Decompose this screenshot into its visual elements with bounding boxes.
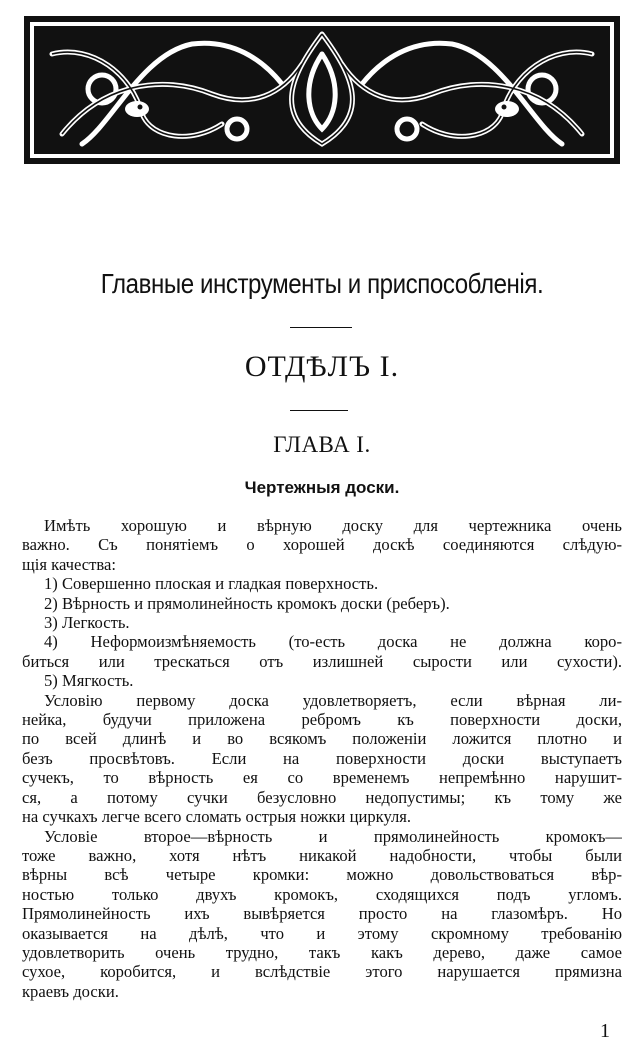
text-line: биться или трескаться отъ излишней сырости или сухости). — [22, 651, 622, 671]
text-line: 5) Мягкость. — [44, 671, 134, 691]
text-line: краевъ доски. — [22, 981, 119, 1001]
text-line: вѣрны всѣ четыре кромки: можно довольствоваться вѣр- — [22, 865, 622, 885]
text-line: ся, а потому сучки безусловно недопустимы; къ тому же — [22, 787, 622, 807]
text-line: 3) Легкость. — [44, 613, 130, 633]
divider-rule — [290, 410, 348, 411]
section-title: Главные инструменты и приспособленія. — [100, 268, 544, 299]
ornament-icon — [22, 14, 622, 166]
text-line: 4) Неформоизмѣняемость (то-есть доска не должна коро- — [44, 632, 622, 652]
text-line: оказывается на дѣлѣ, что и этому скромному требованію — [22, 923, 622, 943]
header-ornament — [22, 14, 622, 166]
chapter-title: ГЛАВА I. — [273, 432, 371, 457]
text-line: сухое, коробится, и вслѣдствіе этого нарушается прямизна — [22, 962, 622, 982]
text-line: важно. Съ понятіемъ о хорошей доскѣ соединяются слѣдую- — [22, 535, 622, 555]
text-line: по всей длинѣ и во всякомъ положеніи ложится плотно и — [22, 729, 622, 749]
part-title: ОТДѢЛЪ I. — [244, 350, 400, 383]
text-line: щія качества: — [22, 554, 117, 574]
text-line: тоже важно, хотя нѣтъ никакой надобности, чтобы были — [22, 845, 622, 865]
text-line: на сучкахъ легче всего сломать острыя ножки циркуля. — [22, 807, 412, 827]
text-line: нейка, будучи приложена ребромъ къ поверхности доски, — [22, 710, 622, 730]
text-line: Условіе второе—вѣрность и прямолинейность кромокъ— — [44, 826, 622, 846]
text-line: удовлетворить очень трудно, такъ какъ дерево, даже самое — [22, 942, 622, 962]
text-line: 2) Вѣрность и прямолинейность кромокъ доски (реберъ). — [44, 593, 450, 613]
text-line: ностью только двухъ кромокъ, сходящихся подъ угломъ. — [22, 884, 622, 904]
text-line: Прямолинейность ихъ вывѣряется просто на глазомѣръ. Но — [22, 904, 622, 924]
divider-rule — [290, 327, 352, 328]
text-line: Условію первому доска удовлетворяетъ, если вѣрная ли- — [44, 690, 622, 710]
body-text — [22, 516, 622, 1001]
chapter-subtitle: Чертежныя доски. — [244, 478, 400, 497]
text-line: Имѣть хорошую и вѣрную доску для чертежника очень — [44, 516, 622, 535]
text-line: 1) Совершенно плоская и гладкая поверхность. — [44, 574, 379, 594]
text-line: безъ просвѣтовъ. Если на поверхности доски выступаетъ — [22, 748, 622, 768]
text-line: сучекъ, то вѣрность ея со временемъ непремѣнно нарушит- — [22, 768, 622, 788]
page-number: 1 — [600, 1020, 610, 1042]
